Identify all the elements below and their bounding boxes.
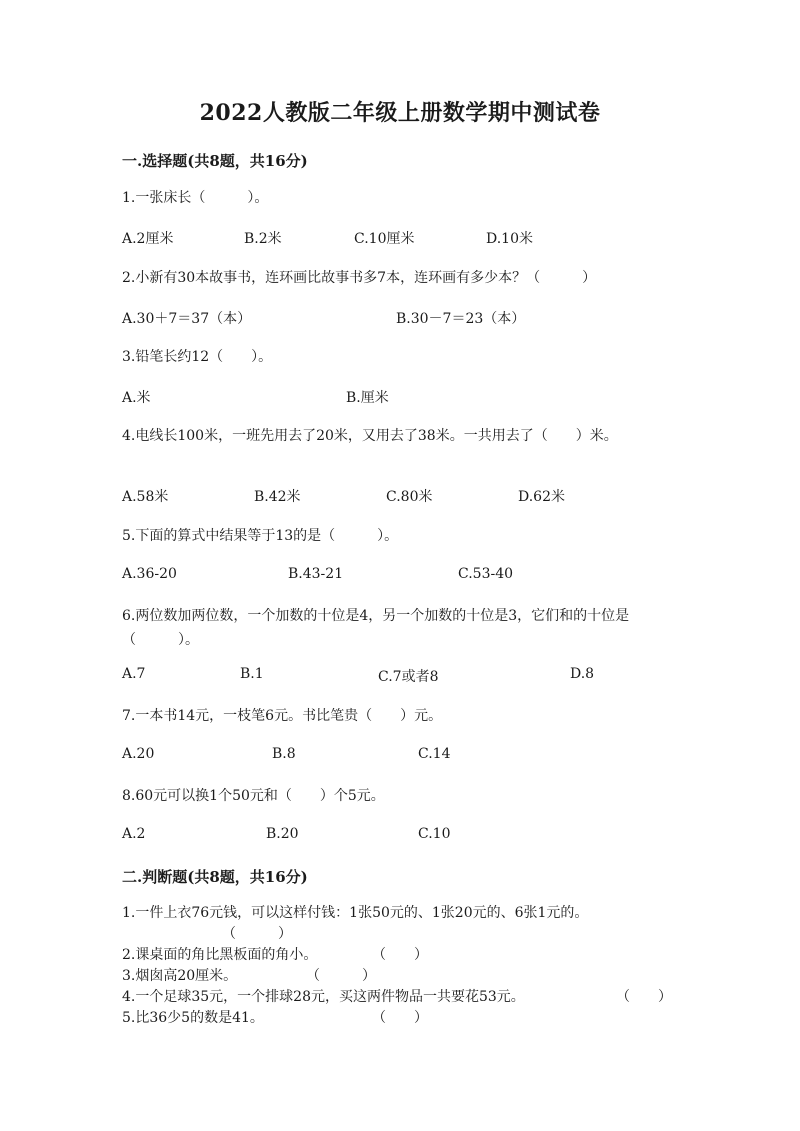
true-false-list bbox=[122, 903, 682, 1029]
option-c[interactable]: C.7或者8 bbox=[378, 669, 439, 685]
question-6-text: 6.两位数加两位数，一个加数的十位是4，另一个加数的十位是3，它们和的十位是（ ）。 bbox=[122, 608, 630, 648]
option-c[interactable]: C.14 bbox=[418, 746, 451, 762]
option-b[interactable]: B.1 bbox=[240, 666, 264, 682]
option-a[interactable]: A.58米 bbox=[122, 489, 169, 505]
question-4-text: 4.电线长100米，一班先用去了20米，又用去了38米。一共用去了（ ）米。 bbox=[122, 428, 618, 444]
answer-blank[interactable]: （ ） bbox=[372, 947, 428, 963]
option-d[interactable]: D.62米 bbox=[518, 489, 565, 505]
option-b[interactable]: B.20 bbox=[266, 826, 299, 842]
option-d[interactable]: D.10米 bbox=[486, 231, 533, 247]
question-1-text: 1.一张床长（ ）。 bbox=[122, 190, 269, 206]
option-a[interactable]: A.2 bbox=[122, 826, 146, 842]
option-c[interactable]: C.10厘米 bbox=[354, 231, 415, 247]
true-false-item-text: 4.一个足球35元，一个排球28元，买这两件物品一共要花53元。 bbox=[122, 989, 525, 1005]
true-false-item-2 bbox=[122, 945, 682, 966]
option-b[interactable]: B.30－7＝23（本） bbox=[396, 311, 526, 327]
option-a[interactable]: A.20 bbox=[122, 746, 155, 762]
option-a[interactable]: A.7 bbox=[122, 666, 146, 682]
question-5-text: 5.下面的算式中结果等于13的是（ ）。 bbox=[122, 528, 399, 544]
true-false-item-text: 2.课桌面的角比黑板面的角小。 bbox=[122, 947, 318, 963]
true-false-item-text: 3.烟囱高20厘米。 bbox=[122, 968, 238, 984]
option-b[interactable]: B.2米 bbox=[244, 231, 282, 247]
option-b[interactable]: B.厘米 bbox=[346, 390, 389, 406]
true-false-item-text: 5.比36少5的数是41。 bbox=[122, 1010, 264, 1026]
option-b[interactable]: B.8 bbox=[272, 746, 296, 762]
option-d[interactable]: D.8 bbox=[570, 666, 595, 682]
answer-blank[interactable]: （ ） bbox=[306, 968, 376, 984]
section-heading-true-false: 二.判断题(共8题，共16分) bbox=[122, 868, 308, 886]
option-b[interactable]: B.43-21 bbox=[288, 566, 344, 582]
option-a[interactable]: A.2厘米 bbox=[122, 231, 174, 247]
true-false-item-text: 1.一件上衣76元钱，可以这样付钱：1张50元的、1张20元的、6张1元的。 bbox=[122, 905, 589, 921]
question-8-text: 8.60元可以换1个50元和（ ）个5元。 bbox=[122, 788, 385, 804]
true-false-item-4 bbox=[122, 987, 682, 1008]
question-3-text: 3.铅笔长约12（ ）。 bbox=[122, 349, 273, 365]
section-heading-multiple-choice: 一.选择题(共8题，共16分) bbox=[122, 152, 308, 170]
answer-blank[interactable]: （ ） bbox=[222, 926, 292, 942]
true-false-item-5 bbox=[122, 1008, 682, 1029]
option-c[interactable]: C.80米 bbox=[386, 489, 433, 505]
option-a[interactable]: A.30＋7＝37（本） bbox=[122, 311, 252, 327]
answer-blank[interactable]: （ ） bbox=[616, 989, 672, 1005]
option-a[interactable]: A.米 bbox=[122, 390, 151, 406]
option-c[interactable]: C.10 bbox=[418, 826, 451, 842]
option-a[interactable]: A.36-20 bbox=[122, 566, 177, 582]
question-2-text: 2.小新有30本故事书，连环画比故事书多7本，连环画有多少本？（ ） bbox=[122, 270, 597, 286]
page-title: 2022人教版二年级上册数学期中测试卷 bbox=[199, 100, 601, 126]
option-c[interactable]: C.53-40 bbox=[458, 566, 514, 582]
question-7-text: 7.一本书14元，一枝笔6元。书比笔贵（ ）元。 bbox=[122, 708, 443, 724]
true-false-item-1 bbox=[122, 903, 682, 945]
answer-blank[interactable]: （ ） bbox=[372, 1010, 428, 1026]
option-b[interactable]: B.42米 bbox=[254, 489, 301, 505]
true-false-item-3 bbox=[122, 966, 682, 987]
